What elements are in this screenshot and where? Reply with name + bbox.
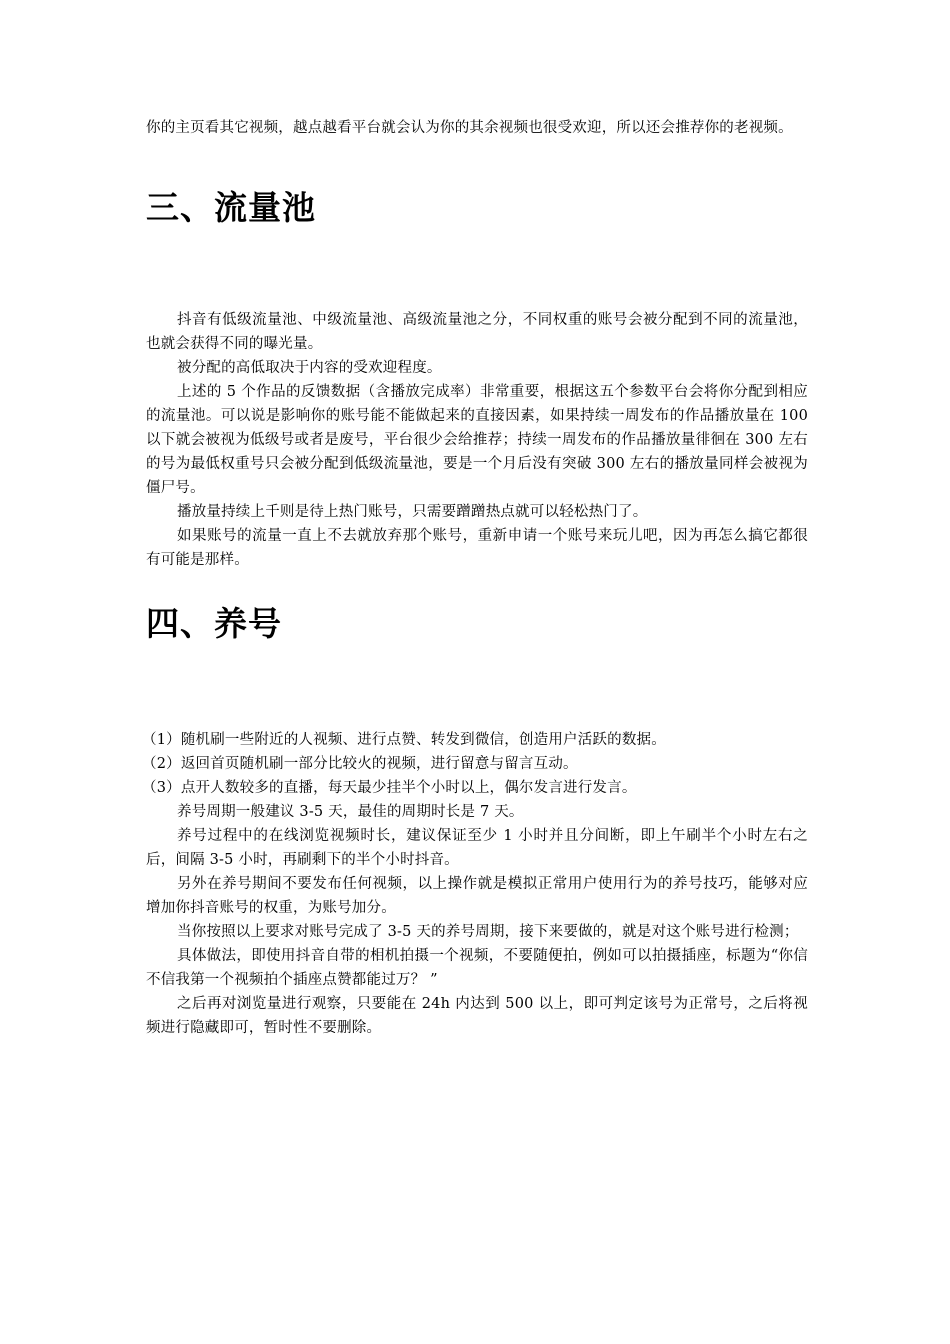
paragraph: 具体做法，即使用抖音自带的相机拍摄一个视频，不要随便拍，例如可以拍摄插座，标题为“你信不信我第一个视频拍个插座点赞都能过万？ ” xyxy=(146,948,808,988)
paragraph: 养号周期一般建议 3-5 天，最佳的周期时长是 7 天。 xyxy=(177,804,524,820)
traffic-pool-section xyxy=(146,308,808,572)
paragraph: 之后再对浏览量进行观察，只要能在 24h 内达到 500 以上，即可判定该号为正常号，之后将视频进行隐藏即可，暂时性不要删除。 xyxy=(146,996,808,1036)
step-item: （3）点开人数较多的直播，每天最少挂半个小时以上，偶尔发言进行发言。 xyxy=(142,780,637,796)
account-nurturing-section xyxy=(142,728,808,1040)
intro-paragraph: 你的主页看其它视频，越点越看平台就会认为你的其余视频也很受欢迎，所以还会推荐你的老视频。 xyxy=(146,120,793,136)
heading-traffic-pool: 三、流量池 xyxy=(146,188,316,227)
paragraph: 另外在养号期间不要发布任何视频，以上操作就是模拟正常用户使用行为的养号技巧，能够对应增加你抖音账号的权重，为账号加分。 xyxy=(146,876,808,916)
paragraph: 被分配的高低取决于内容的受欢迎程度。 xyxy=(177,360,442,376)
paragraph: 养号过程中的在线浏览视频时长，建议保证至少 1 小时并且分间断，即上午刷半个小时左右之后，间隔 3-5 小时，再刷剩下的半个小时抖音。 xyxy=(146,828,808,868)
paragraph: 抖音有低级流量池、中级流量池、高级流量池之分，不同权重的账号会被分配到不同的流量池，也就会获得不同的曝光量。 xyxy=(146,312,808,352)
step-item: （2）返回首页随机刷一部分比较火的视频，进行留意与留言互动。 xyxy=(142,756,578,772)
paragraph: 上述的 5 个作品的反馈数据（含播放完成率）非常重要，根据这五个参数平台会将你分配到相应的流量池。可以说是影响你的账号能不能做起来的直接因素，如果持续一周发布的作品播放量在 100 以下就会被视为低级号或者是废号，平台很少会给推荐；持续一周发布的作品播放量徘徊在 300 左右的号为最低权重号只会被分配到低级流量池，要是一个月后没有突破 300 左右的播放量同样会被视为僵尸号。 xyxy=(146,384,808,496)
heading-account-nurturing: 四、养号 xyxy=(146,604,282,643)
step-item: （1）随机刷一些附近的人视频、进行点赞、转发到微信，创造用户活跃的数据。 xyxy=(142,732,666,748)
paragraph: 如果账号的流量一直上不去就放弃那个账号，重新申请一个账号来玩儿吧，因为再怎么搞它都很有可能是那样。 xyxy=(146,528,808,568)
paragraph: 播放量持续上千则是待上热门账号，只需要蹭蹭热点就可以轻松热门了。 xyxy=(177,504,648,520)
document-content xyxy=(142,116,808,1040)
paragraph: 当你按照以上要求对账号完成了 3-5 天的养号周期，接下来要做的，就是对这个账号进行检测； xyxy=(177,924,799,940)
